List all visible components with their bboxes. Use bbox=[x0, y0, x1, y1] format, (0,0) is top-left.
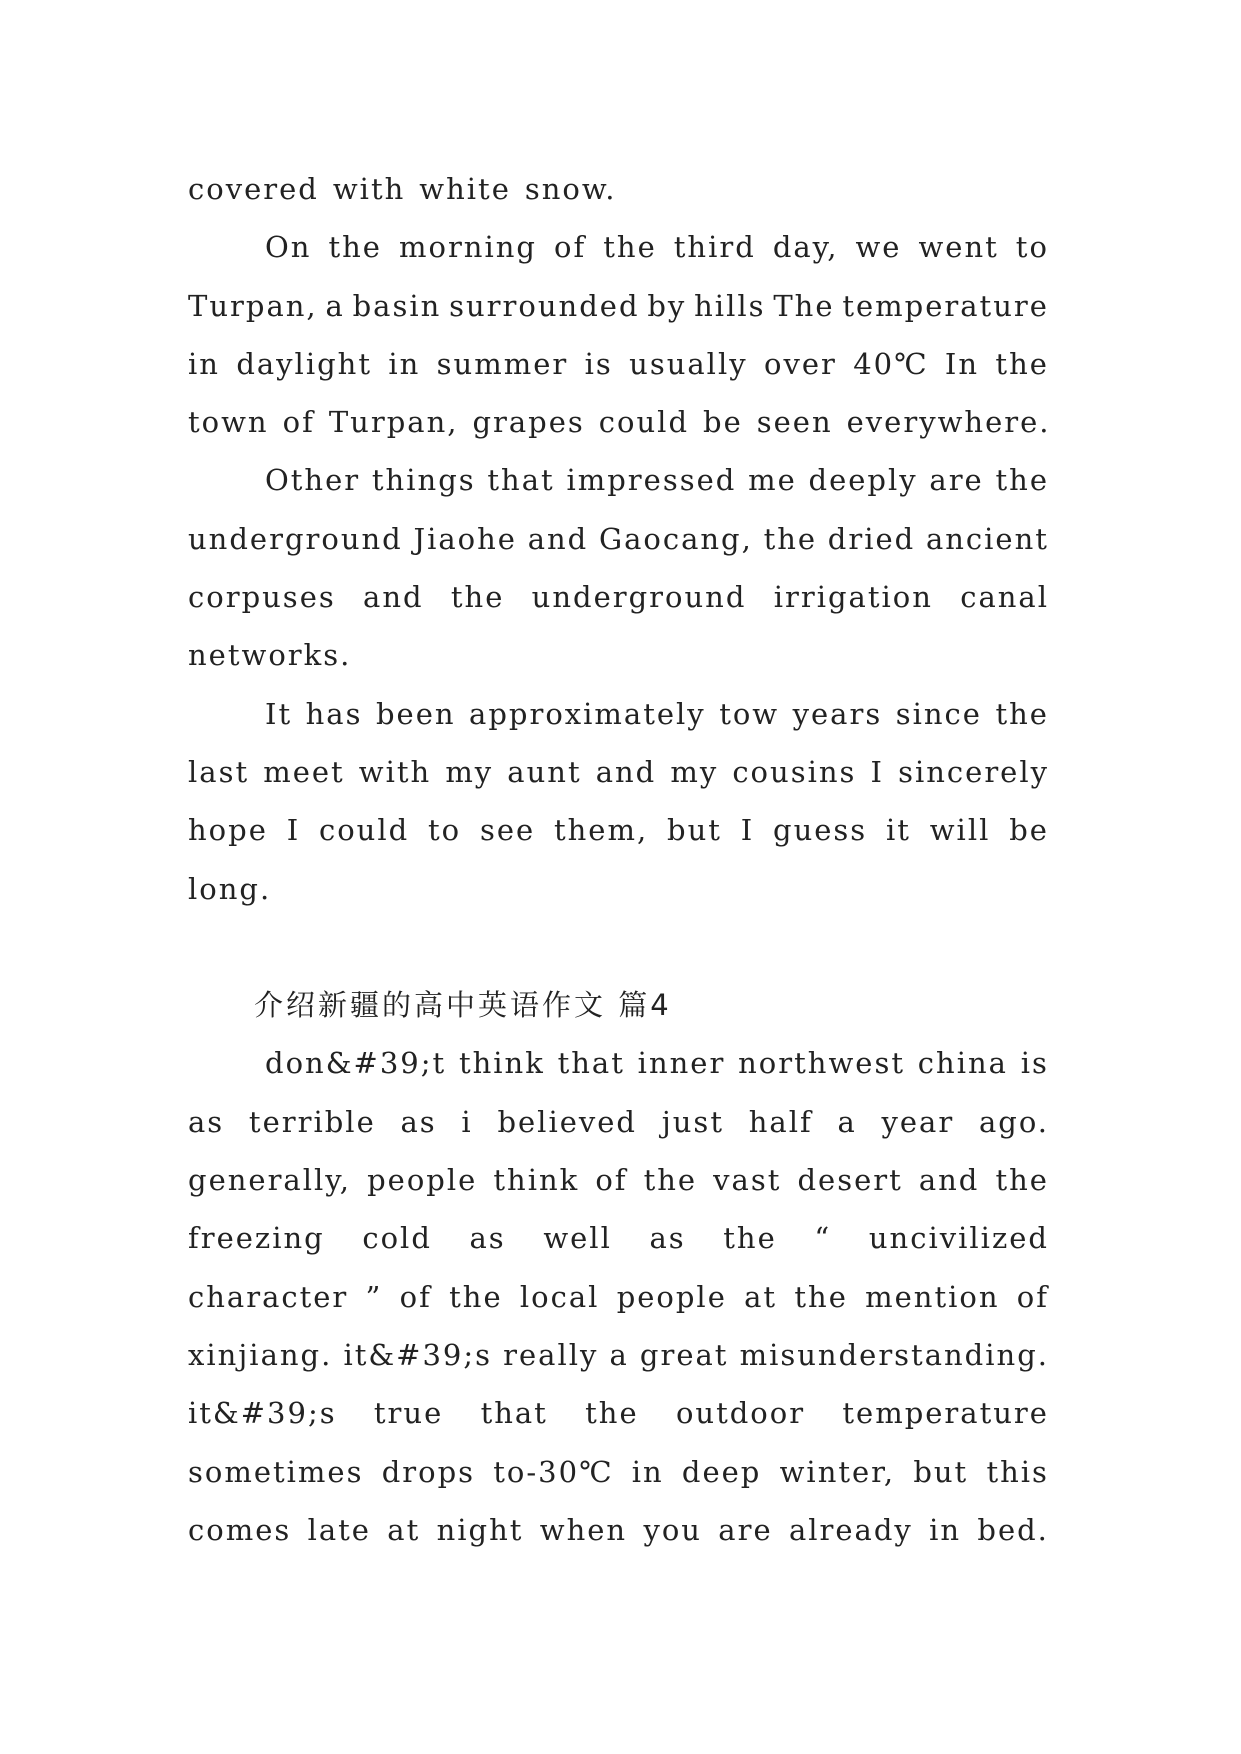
word: at bbox=[387, 1512, 421, 1547]
word: in bbox=[388, 346, 421, 381]
word: Gaocang, bbox=[598, 521, 753, 556]
word: grapes bbox=[472, 405, 585, 440]
word: daylight bbox=[236, 346, 372, 381]
paragraph-block-2 bbox=[188, 1034, 1049, 1559]
word: true bbox=[373, 1396, 444, 1431]
word: as bbox=[188, 1104, 225, 1139]
text-line bbox=[188, 1034, 1049, 1092]
word: i bbox=[461, 1104, 473, 1139]
word: could bbox=[318, 813, 410, 848]
word: but bbox=[667, 813, 722, 848]
word: don&#39;t bbox=[265, 1046, 447, 1081]
word: mention bbox=[865, 1279, 1000, 1314]
word: Turpan, bbox=[188, 288, 318, 323]
word: is bbox=[584, 346, 613, 381]
word: impressed bbox=[566, 463, 737, 498]
word: well bbox=[543, 1221, 612, 1256]
word: with bbox=[332, 172, 406, 206]
word: outdoor bbox=[675, 1396, 806, 1431]
word: summer bbox=[436, 346, 569, 381]
word: as bbox=[469, 1221, 506, 1256]
word: underground bbox=[188, 521, 403, 556]
word: sometimes bbox=[188, 1454, 364, 1489]
word: it bbox=[885, 813, 911, 848]
word: the bbox=[995, 696, 1049, 731]
word: when bbox=[539, 1512, 628, 1547]
text-line bbox=[188, 1443, 1049, 1501]
word: vast bbox=[713, 1163, 782, 1198]
word: since bbox=[895, 696, 982, 731]
word: of bbox=[399, 1279, 432, 1314]
word: In bbox=[944, 346, 980, 381]
word: are bbox=[929, 463, 984, 498]
text-line bbox=[188, 1268, 1049, 1326]
word: bed. bbox=[977, 1512, 1049, 1547]
word: to bbox=[428, 813, 462, 848]
word: the bbox=[603, 230, 657, 265]
section-heading: 介绍新疆的高中英语作文 篇4 bbox=[254, 988, 672, 1023]
word: tow bbox=[719, 696, 780, 731]
word: are bbox=[718, 1512, 773, 1547]
word: and bbox=[595, 754, 657, 789]
text-line bbox=[188, 685, 1049, 743]
word: covered bbox=[188, 172, 319, 206]
word: a bbox=[837, 1104, 857, 1139]
word: a bbox=[609, 1337, 629, 1372]
word: of bbox=[554, 230, 587, 265]
word: I bbox=[286, 813, 301, 848]
text-line bbox=[188, 860, 1049, 918]
word: basin bbox=[352, 288, 442, 323]
word: the bbox=[449, 1279, 503, 1314]
word: ago. bbox=[978, 1104, 1049, 1139]
word: irrigation bbox=[773, 580, 933, 615]
word: hills bbox=[694, 288, 766, 323]
word: ” bbox=[365, 1279, 383, 1314]
text-line bbox=[188, 1501, 1049, 1559]
word: third bbox=[673, 230, 756, 265]
word: uncivilized bbox=[868, 1221, 1049, 1256]
word: be bbox=[1009, 813, 1049, 848]
word: this bbox=[986, 1454, 1049, 1489]
word: day, bbox=[772, 230, 839, 265]
text-line bbox=[188, 568, 1049, 626]
paragraph-block-1 bbox=[188, 160, 1049, 918]
word: networks. bbox=[188, 638, 352, 673]
word: at bbox=[744, 1279, 778, 1314]
word: dried bbox=[827, 521, 916, 556]
word: things bbox=[371, 463, 476, 498]
text-line bbox=[188, 1384, 1049, 1442]
word: aunt bbox=[507, 754, 582, 789]
word: been bbox=[375, 696, 456, 731]
word: is bbox=[1020, 1046, 1049, 1081]
word: snow. bbox=[524, 172, 617, 206]
word: cousins bbox=[732, 754, 857, 789]
word: a bbox=[325, 288, 345, 323]
word: them, bbox=[553, 813, 649, 848]
word: my bbox=[445, 754, 494, 789]
word: the bbox=[723, 1221, 777, 1256]
word: great bbox=[639, 1337, 729, 1372]
word: as bbox=[400, 1104, 437, 1139]
word: Jiaohe bbox=[413, 521, 517, 556]
word: the bbox=[643, 1163, 698, 1198]
word: character bbox=[188, 1279, 349, 1314]
text-line bbox=[188, 451, 1049, 509]
text-line bbox=[188, 218, 1049, 276]
word: the bbox=[450, 580, 505, 615]
word: inner bbox=[637, 1046, 726, 1081]
word: be bbox=[703, 405, 743, 440]
word: just bbox=[661, 1104, 724, 1139]
word: hope bbox=[188, 813, 268, 848]
word: china bbox=[917, 1046, 1008, 1081]
word: it&#39;s bbox=[188, 1396, 337, 1431]
word: think bbox=[458, 1046, 545, 1081]
word: local bbox=[519, 1279, 600, 1314]
word: believed bbox=[497, 1104, 638, 1139]
word: over bbox=[763, 346, 837, 381]
word: in bbox=[631, 1454, 664, 1489]
word: could bbox=[598, 405, 690, 440]
word: misunderstanding. bbox=[739, 1337, 1049, 1372]
word: Turpan, bbox=[328, 405, 459, 440]
word: freezing bbox=[188, 1221, 325, 1256]
word: usually bbox=[629, 346, 748, 381]
word: The bbox=[773, 288, 835, 323]
word: the bbox=[585, 1396, 639, 1431]
word: but bbox=[913, 1454, 969, 1489]
word: of bbox=[282, 405, 315, 440]
word: and bbox=[363, 580, 424, 615]
word: people bbox=[616, 1279, 727, 1314]
word: underground bbox=[531, 580, 747, 615]
word: that bbox=[557, 1046, 625, 1081]
text-line bbox=[188, 1326, 1049, 1384]
essay-body bbox=[188, 160, 1049, 1559]
word: 40℃ bbox=[853, 346, 929, 381]
word: winter, bbox=[779, 1454, 896, 1489]
word: the bbox=[794, 1279, 848, 1314]
word: surrounded bbox=[449, 288, 640, 323]
word: has bbox=[305, 696, 363, 731]
word: generally, bbox=[188, 1163, 352, 1198]
word: temperature bbox=[842, 288, 1049, 323]
word: everywhere. bbox=[846, 405, 1051, 440]
word: year bbox=[881, 1104, 955, 1139]
word: went bbox=[918, 230, 999, 265]
word: deep bbox=[681, 1454, 762, 1489]
word: to-30℃ bbox=[493, 1454, 614, 1489]
word: temperature bbox=[842, 1396, 1049, 1431]
word: years bbox=[792, 696, 883, 731]
word: It bbox=[265, 696, 293, 731]
section-spacer bbox=[188, 918, 1049, 976]
word: my bbox=[670, 754, 719, 789]
word: desert bbox=[797, 1163, 903, 1198]
text-line bbox=[188, 1151, 1049, 1209]
word: by bbox=[647, 288, 687, 323]
word: terrible bbox=[248, 1104, 376, 1139]
word: to bbox=[1015, 230, 1049, 265]
word: corpuses bbox=[188, 580, 336, 615]
word: that bbox=[480, 1396, 548, 1431]
word: xinjiang. bbox=[188, 1337, 333, 1372]
text-line bbox=[188, 1093, 1049, 1151]
word: morning bbox=[398, 230, 537, 265]
word: sincerely bbox=[898, 754, 1049, 789]
word: the bbox=[995, 346, 1049, 381]
word: last bbox=[188, 754, 250, 789]
word: people bbox=[367, 1163, 478, 1198]
word: already bbox=[788, 1512, 913, 1547]
word: “ bbox=[814, 1221, 832, 1256]
word: in bbox=[929, 1512, 962, 1547]
word: night bbox=[436, 1512, 524, 1547]
word: really bbox=[503, 1337, 599, 1372]
text-line bbox=[188, 801, 1049, 859]
word: see bbox=[479, 813, 536, 848]
word: I bbox=[870, 754, 884, 789]
word: meet bbox=[263, 754, 345, 789]
word: On bbox=[265, 230, 312, 265]
word: I bbox=[740, 813, 755, 848]
word: guess bbox=[773, 813, 868, 848]
word: comes bbox=[188, 1512, 292, 1547]
word: drops bbox=[381, 1454, 476, 1489]
text-line bbox=[188, 743, 1049, 801]
word: town bbox=[188, 405, 269, 440]
word: canal bbox=[960, 580, 1049, 615]
text-line bbox=[188, 626, 1049, 684]
word: that bbox=[487, 463, 555, 498]
word: seen bbox=[756, 405, 833, 440]
word: half bbox=[748, 1104, 813, 1139]
word: we bbox=[855, 230, 902, 265]
word: you bbox=[643, 1512, 702, 1547]
text-line bbox=[188, 160, 1049, 218]
word: and bbox=[918, 1163, 980, 1198]
word: the bbox=[995, 1163, 1049, 1198]
word: in bbox=[188, 346, 220, 381]
text-line bbox=[188, 277, 1049, 335]
text-line bbox=[188, 1209, 1049, 1267]
word: the bbox=[995, 463, 1049, 498]
word: will bbox=[929, 813, 991, 848]
word: approximately bbox=[469, 696, 706, 731]
text-line bbox=[188, 393, 1049, 451]
word: deeply bbox=[808, 463, 918, 498]
word: of bbox=[1016, 1279, 1049, 1314]
word: long. bbox=[188, 871, 272, 906]
word: think bbox=[493, 1163, 580, 1198]
word: Other bbox=[265, 463, 361, 498]
word: me bbox=[748, 463, 797, 498]
word: with bbox=[358, 754, 432, 789]
word: cold bbox=[362, 1221, 432, 1256]
word: as bbox=[649, 1221, 686, 1256]
word: and bbox=[527, 521, 589, 556]
word: it&#39;s bbox=[343, 1337, 493, 1372]
word: late bbox=[307, 1512, 371, 1547]
text-line bbox=[188, 335, 1049, 393]
word: the bbox=[328, 230, 382, 265]
word: the bbox=[763, 521, 818, 556]
text-line bbox=[188, 510, 1049, 568]
word: northwest bbox=[738, 1046, 905, 1081]
word: of bbox=[595, 1163, 628, 1198]
word: ancient bbox=[925, 521, 1049, 556]
word: white bbox=[419, 172, 511, 206]
